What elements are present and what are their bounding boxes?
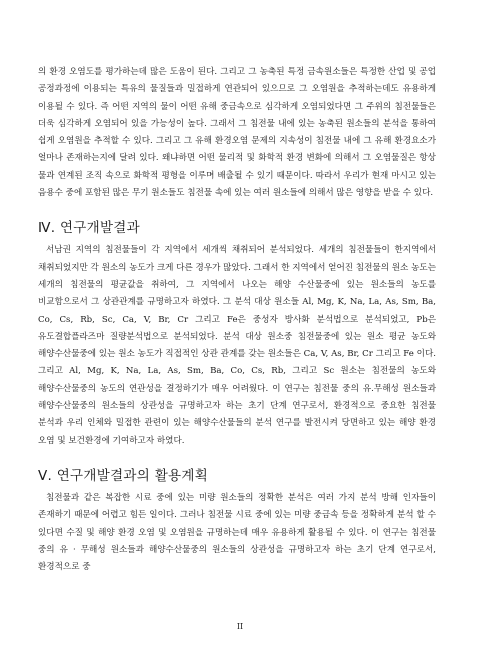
section-4-paragraph: 서남권 지역의 침전물들이 각 지역에서 세개씩 채취되어 분석되었다. 세개의 침전물들이 한지역에서 채취되었지만 각 원소의 농도가 크게 다른 경우가 많았다. 그래서 한 지역에서 얻어진 침전물의 원소 농도는 세개의 침전물의 평균값을 취하여, 그 지역에서 나오는 해양 수산물중에 있는 원소들의 농도를 비교함으로서 그 상관관계를 규명하고자 하였다. 그 분석 대상 원소들 Al, Mg, K, Na, La, As, Sm, Ba, Co, Cs, Rb, Sc, Ca, V, Br, Cr 그리고 Fe은 중성자 방사화 분석법으로 분석되었고, Pb은 유도결합플라즈마 질량분석법으로 분석되었다. 분석 대상 원소중 침전물중에 있는 원소 평균 농도와 해양수산물중에 있는 원소 농도가 직접적인 상관 관계를 갖는 원소들은 Ca, V, As, Br, Cr 그리고 Fe 이다. 그리고 Al, Mg, K, Na, La, As, Sm, Ba, Co, Cs, Rb, 그리고 Sc 원소는 침전물의 농도와 해양수산물중의 농도의 연관성을 결정하기가 매우 어려웠다. 이 연구는 침전물 중의 유.무해성 원소들과 해양수산물중의 원소들의 상관성을 규명하고자 하는 초기 단계 연구로서, 환경적으로 중요한 침전물 분석과 우리 인체와 밀접한 관련이 있는 해양수산물들의 분석 연구를 발전시켜 당면하고 있는 해양 환경 오염 및 보건환경에 기여하고자 하였다. (38, 245, 436, 446)
section-4-heading: Ⅳ. 연구개발결과 (38, 220, 140, 237)
page-number: II (236, 622, 244, 631)
intro-paragraph: 의 환경 오염도를 평가하는데 많은 도움이 된다. 그리고 그 농축된 특정 금속원소들은 특정한 산업 및 공업 공정과정에 이용되는 특유의 물질들과 밀접하게 연관되어 있으므로 그 오염원을 추적하는데도 유용하게 이용될 수 있다. 즉 어떤 지역의 물이 어떤 유해 중금속으로 심각하게 오염되었다면 그 주위의 침전물들은 더욱 심각하게 오염되어 있을 가능성이 높다. 그래서 그 침전물 내에 있는 농축된 원소들의 분석을 통하여 쉽게 오염원을 추적할 수 있다. 그리고 그 유해 환경오염 문제의 지속성이 침전물 내에 그 유해 환경요소가 얼마나 존재하는지에 달려 있다. 왜냐하면 어떤 물리적 및 화학적 환경 변화에 의해서 그 오염물질은 항상 물과 연계된 조직 속으로 화학적 평형을 이루며 배출될 수 있기 때문이다. 따라서 우리가 현재 마시고 있는 음용수 중에 포함된 많은 무기 원소들도 침전물 속에 있는 여러 원소들에 의해서 많은 영향을 받을 수 있다. (38, 67, 436, 199)
section-5-heading: Ⅴ. 연구개발결과의 활용계획 (38, 467, 209, 484)
section-5-paragraph: 침전물과 같은 복잡한 시료 중에 있는 미량 원소들의 정확한 분석은 여러 가지 분석 방해 인자들이 존재하기 때문에 어렵고 힘든 일이다. 그러나 침전물 시료 중에 있는 미량 중금속 등을 정확하게 분석 할 수 있다면 수질 및 해양 환경 오염 및 오염원을 규명하는데 매우 유용하게 활용될 수 있다. 이 연구는 침전물 중의 유 · 무해성 원소들과 해양수산물중의 원소들의 상관성을 규명하고자 하는 초기 단계 연구로서, 환경적으로 중 (38, 492, 436, 573)
